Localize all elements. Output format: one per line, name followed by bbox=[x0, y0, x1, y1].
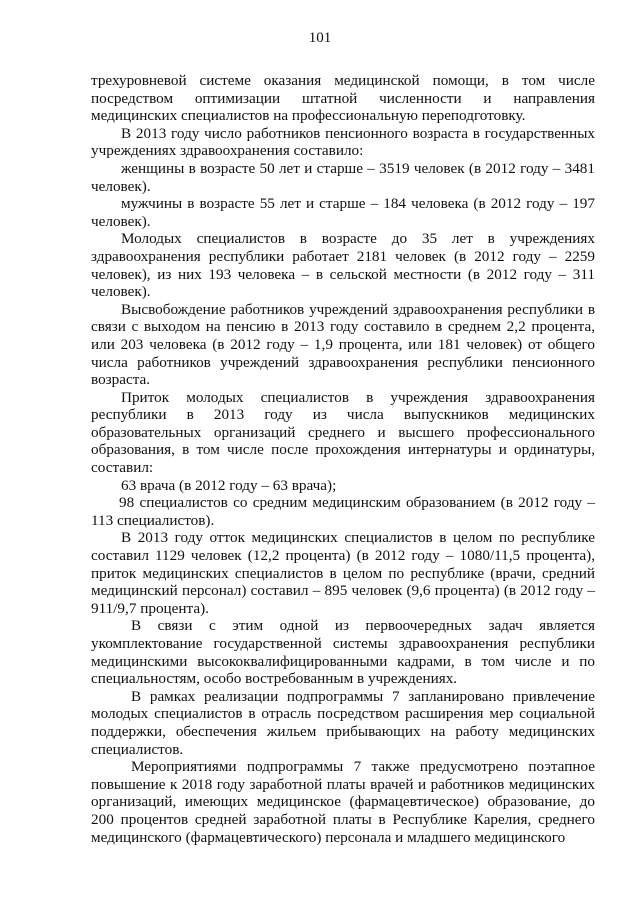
paragraph: Мероприятиями подпрограммы 7 также предусмотрено поэтапное повышение к 2018 году заработной платы врачей и работников медицинских организаций, имеющих медицинское (фармацевтическое) образование, до 200 процентов средней заработной платы в Республике Карелия, среднего медицинского (фармацевтического) персонала и младшего медицинского bbox=[91, 758, 595, 846]
list-item: 98 специалистов со средним медицинским образованием (в 2012 году – 113 специалистов). bbox=[91, 494, 595, 529]
paragraph: трехуровневой системе оказания медицинской помощи, в том числе посредством оптимизации штатной численности и направления медицинских специалистов на профессиональную переподготовку. bbox=[91, 72, 595, 125]
paragraph: В связи с этим одной из первоочередных задач является укомплектование государственной системы здравоохранения республики медицинскими высококвалифицированными кадрами, в том числе и по специальностям, особо востребованным в учреждениях. bbox=[91, 617, 595, 688]
paragraph: Молодых специалистов в возрасте до 35 лет в учреждениях здравоохранения республики работает 2181 человек (в 2012 году – 2259 человек), из них 193 человека – в сельской местности (в 2012 году – 311 человек). bbox=[91, 230, 595, 301]
paragraph: Приток молодых специалистов в учреждения здравоохранения республики в 2013 году из числа выпускников медицинских образовательных организаций среднего и высшего профессионального образования, в том числе после прохождения интернатуры и ординатуры, составил: bbox=[91, 388, 595, 477]
paragraph: Высвобождение работников учреждений здравоохранения республики в связи с выходом на пенсию в 2013 году составило в среднем 2,2 процента, или 203 человека (в 2012 году – 1,9 процента, или 181 человек) от общего числа работников учреждений здравоохранения республики пенсионного возраста. bbox=[91, 300, 595, 389]
body-text bbox=[91, 72, 595, 846]
paragraph: В 2013 году число работников пенсионного возраста в государственных учреждениях здравоохранения составило: bbox=[91, 124, 595, 160]
page-number: 101 bbox=[308, 30, 332, 46]
paragraph: В 2013 году отток медицинских специалистов в целом по республике составил 1129 человек (12,2 процента) (в 2012 году – 1080/11,5 процента), приток медицинских специалистов в целом по республике (врачи, средний медицинский персонал) составил – 895 человек (9,6 процента) (в 2012 году – 911/9,7 процента). bbox=[91, 529, 595, 617]
list-item: 63 врача (в 2012 году – 63 врача); bbox=[121, 476, 337, 494]
paragraph: мужчины в возрасте 55 лет и старше – 184 человека (в 2012 году – 197 человек). bbox=[91, 195, 595, 230]
paragraph: В рамках реализации подпрограммы 7 запланировано привлечение молодых специалистов в отрасль посредством расширения мер социальной поддержки, обеспечения жильем прибывающих на работу медицинских специалистов. bbox=[91, 687, 595, 758]
paragraph: женщины в возрасте 50 лет и старше – 3519 человек (в 2012 году – 3481 человек). bbox=[91, 159, 595, 195]
